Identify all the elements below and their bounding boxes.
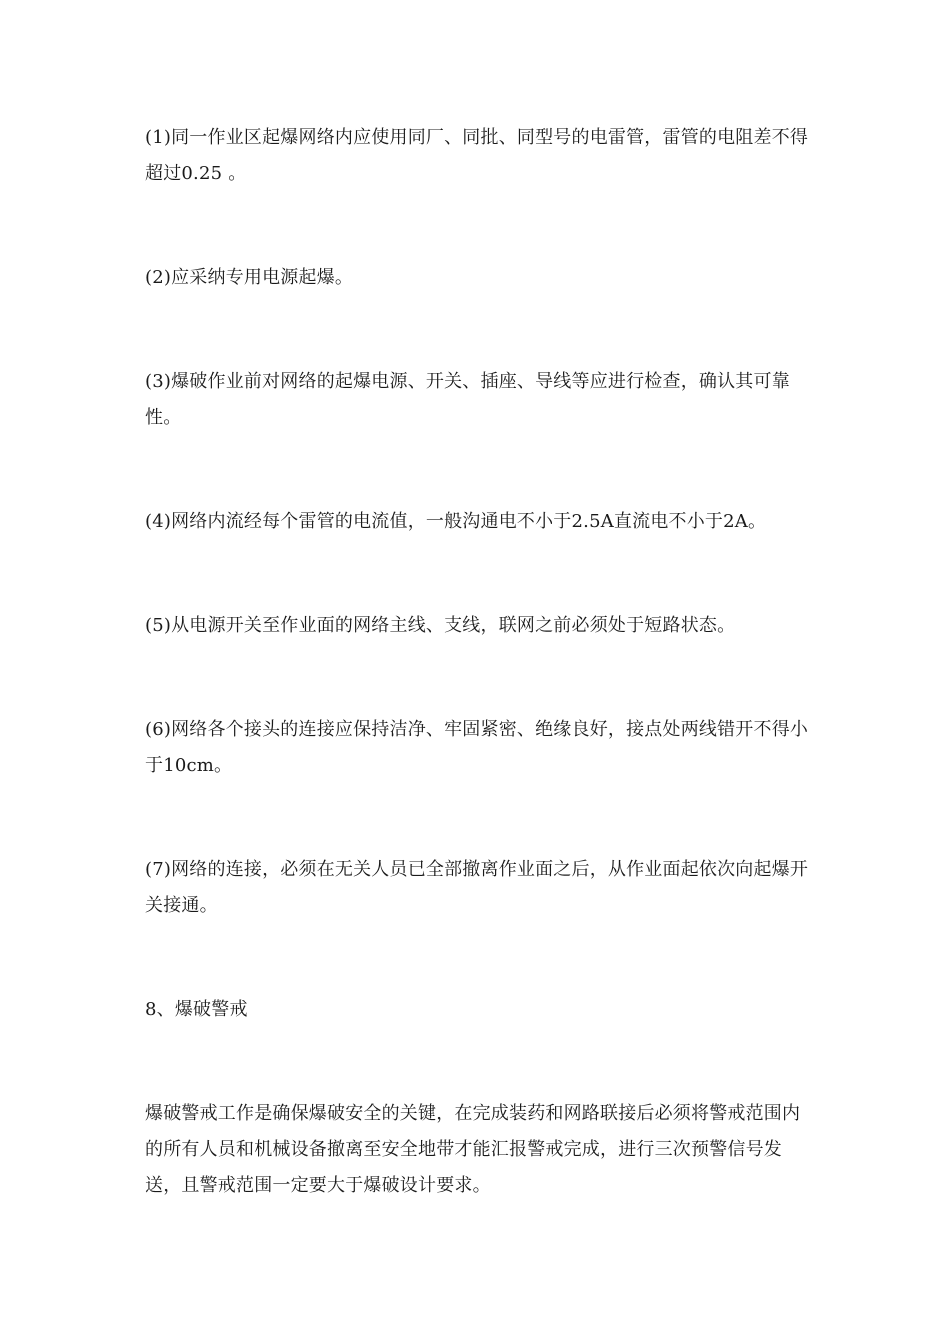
paragraph-item-7: (7)网络的连接，必须在无关人员已全部撤离作业面之后，从作业面起依次向起爆开关接通。 xyxy=(145,859,809,916)
paragraph-item-2: (2)应采纳专用电源起爆。 xyxy=(145,267,354,288)
paragraph-blasting-warning: 爆破警戒工作是确保爆破安全的关键，在完成装药和网路联接后必须将警戒范围内的所有人员和机械设备撤离至安全地带才能汇报警戒完成，进行三次预警信号发送，且警戒范围一定要大于爆破设计要求。 xyxy=(145,1103,801,1196)
paragraph-item-1: (1)同一作业区起爆网络内应使用同厂、同批、同型号的电雷管，雷管的电阻差不得超过0.25 。 xyxy=(145,127,809,184)
section-heading-blasting-warning: 8、爆破警戒 xyxy=(145,999,248,1020)
paragraph-item-5: (5)从电源开关至作业面的网络主线、支线，联网之前必须处于短路状态。 xyxy=(145,615,736,636)
paragraph-item-6: (6)网络各个接头的连接应保持洁净、牢固紧密、绝缘良好，接点处两线错开不得小于10cm。 xyxy=(145,719,809,776)
paragraph-item-3: (3)爆破作业前对网络的起爆电源、开关、插座、导线等应进行检查，确认其可靠性。 xyxy=(145,371,790,428)
paragraph-item-4: (4)网络内流经每个雷管的电流值，一般沟通电不小于2.5A直流电不小于2A。 xyxy=(145,511,767,532)
